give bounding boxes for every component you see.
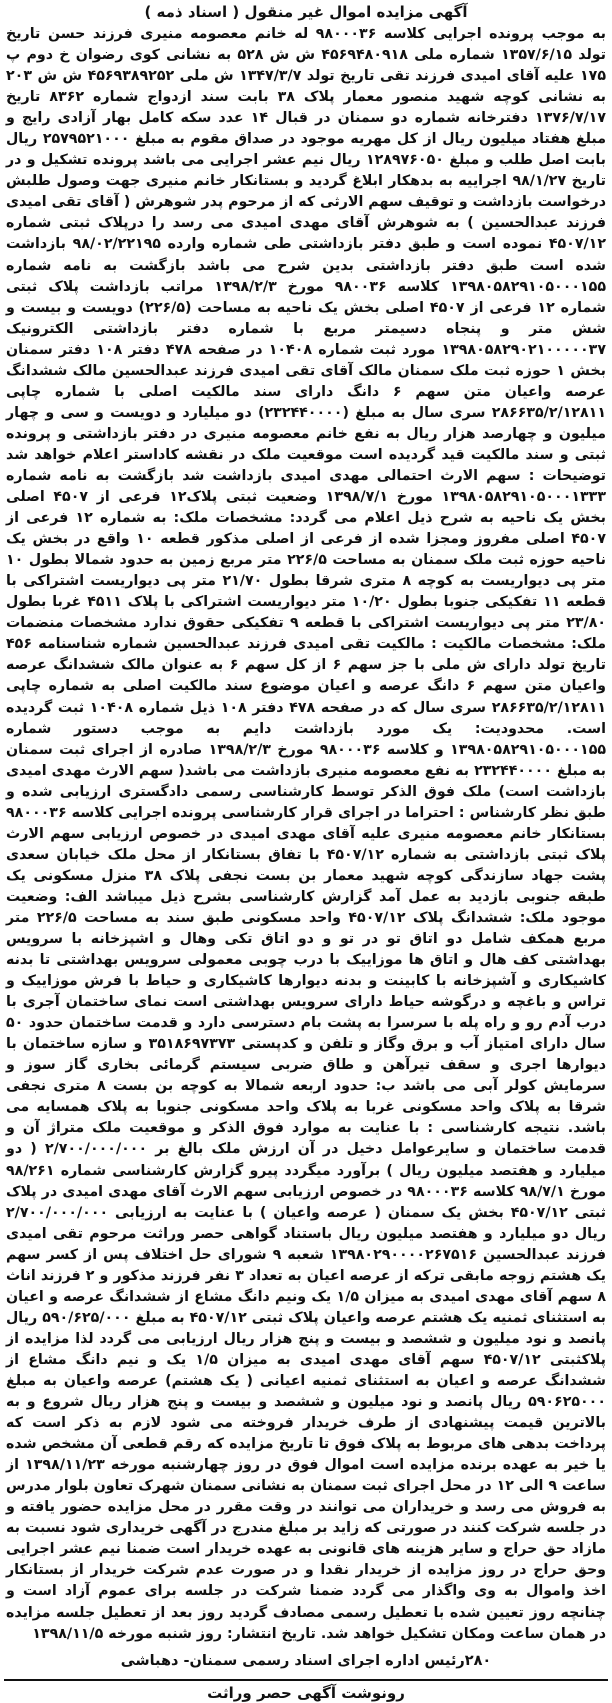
notice-page: [4, 2, 608, 1702]
notice-title: آگهی مزایده اموال غیر منقول ( اسناد ذمه ): [144, 3, 468, 21]
next-notice-title: رونوشت آگهی حصر وراثت: [207, 1683, 405, 1702]
section-divider: [4, 1679, 608, 1681]
notice-signature: ۲۸۰رئیس اداره اجرای اسناد رسمی سمنان- دهباشی: [120, 1652, 492, 1669]
notice-body: به موجب پرونده اجرایی کلاسه ۹۸۰۰۰۳۶ له خانم معصومه منیری فرزند حسن تاریخ تولد ۱۳۵۷/۶/۱۵ شماره ملی ۴۵۶۹۴۸۰۹۱۸ ش ش ۵۲۸ به نشانی کوی رضوان خ دوم پ ۱۷۵ علیه آقای امیدی فرزند تقی تاریخ تولد ۱۳۴۷/۳/۷ ش ملی ۴۵۶۹۳۸۹۲۵۲ ش ش ۲۰۳ به نشانی کوچه شهید منصور معمار پلاک ۳۸ بابت سند ازدواج شماره ۸۳۶۲ تاریخ ۱۳۷۶/۷/۱۷ دفترخانه شماره دو سمنان در قبال ۱۴ عدد سکه کامل بهار آزادی رایج و مبلغ هفتاد میلیون ریال از کل مهریه موجود در صداق مقوم به مبلغ ۲۵۷۹۵۲۱۰۰۰ ریال بابت اصل طلب و مبلغ ۱۲۸۹۷۶۰۵۰ ریال نیم عشر اجرایی می باشد پرونده تشکیل و در تاریخ ۹۸/۱/۲۷ اجراییه به بدهکار ابلاغ گردید و بستانکار خانم منیری جهت وصول طلبش درخواست بازداشت و توقیف سهم الارثی که از مرحوم پدر شوهرش ( آقای تقی امیدی فرزند عبدالحسین ) به شوهرش آقای مهدی امیدی می رسد را درپلاک ثبتی شماره ۴۵۰۷/۱۲ نموده است و طبق دفتر بازداشتی طی شماره وارده ۹۸/۰۲/۲۲۱۹۵ بازداشت شده است طبق دفتر بازداشتی بدین شرح می باشد بازگشت به نامه شماره ۱۳۹۸۰۵۸۲۹۱۰۵۰۰۰۱۵۵ کلاسه ۹۸۰۰۳۶ مورخ ۱۳۹۸/۲/۳ مراتب بازداشت پلاک ثبتی شماره ۱۲ فرعی از ۴۵۰۷ اصلی بخش یک ناحیه به مساحت (۲۲۶/۵) دویست و بیست و شش متر و پنجاه دسیمتر مربع با شماره دفتر بازداشتی الکترونیک ۱۳۹۸۰۵۸۲۹۰۲۱۰۰۰۰۰۳۷ مورد ثبت شماره ۱۰۴۰۸ در صفحه ۴۷۸ دفتر ۱۰۸ دفتر سمنان بخش ۱ حوزه ثبت ملک سمنان مالک آقای تقی امیدی فرزند عبدالحسین مالک ششدانگ عرصه واعیان متن سهم ۶ دانگ دارای سند مالکیت اصلی با شماره چاپی ۲۸۶۶۳۵/۲/۱۲۸۱۱ سری سال به مبلغ (۲۳۲۴۴۰۰۰۰) دو میلیارد و دویست و سی و چهار میلیون و چهارصد هزار ریال به نفع خانم معصومه منیری در دفتر بازداشتی و پرونده ثبتی و سند مالکیت قید گردیده است موقعیت ملک در نقشه کاداستر اعلام خواهد شد توضیحات : سهم الارث احتمالی مهدی امیدی بازداشت شد بازگشت به نامه شماره ۱۳۹۸۰۵۸۲۹۱۰۵۰۰۰۱۳۳۳ مورخ ۱۳۹۸/۷/۱ وضعیت ثبتی پلاک۱۲ فرعی از ۴۵۰۷ اصلی بخش یک ناحیه به شرح ذیل اعلام می گردد: مشخصات ملک: به شماره ۱۲ فرعی از ۴۵۰۷ اصلی مفروز ومجزا شده از فرعی از اصلی مذکور قطعه ۱۰ واقع در بخش یک ناحیه حوزه ثبت ملک سمنان به مساحت ۲۲۶/۵ متر مربع زمین به حدود شمالا بطول ۱۰ متر پی دیواریست به کوچه ۸ متری شرقا بطول ۲۱/۷۰ متر پی دیواریست اشتراکی با قطعه ۱۱ تفکیکی جنوبا بطول ۱۰/۲۰ متر دیواریست اشتراکی با پلاک ۴۵۱۱ غربا بطول ۲۳/۸۰ متر پی دیواریست اشتراکی با قطعه ۹ تفکیکی حقوق ندارد مشخصات منضمات ملک: مشخصات مالکیت : مالکیت تقی امیدی فرزند عبدالحسین شماره شناسنامه ۴۵۶ تاریخ تولد دارای ش ملی با جز سهم ۶ از کل سهم ۶ به عنوان مالک ششدانگ عرصه واعیان متن سهم ۶ دانگ عرصه و اعیان موضوع سند مالکیت اصلی به شماره چاپی ۲۸۶۶۳۵/۲/۱۲۸۱۱ سری سال که در صفحه ۴۷۸ دفتر ۱۰۸ ذیل شماره ۱۰۴۰۸ ثبت گردیده است. محدودیت: یک مورد بازداشت دایم به موجب دستور شماره ۱۳۹۸۰۵۸۲۹۱۰۵۰۰۰۱۵۵ و کلاسه ۹۸۰۰۰۳۶ مورخ ۱۳۹۸/۲/۳ صادره از اجرای ثبت سمنان به مبلغ ۲۳۲۴۴۰۰۰۰ به نفع معصومه منیری بازداشت می باشد( سهم الارث مهدی امیدی بازداشت است) ملک فوق الذکر توسط کارشناسی رسمی دادگستری ارزیابی شده و طبق نظر کارشناس : احتراما در اجرای قرار کارشناسی پرونده اجرایی کلاسه ۹۸۰۰۰۳۶ بستانکار خانم معصومه منیری علیه آقای مهدی امیدی در خصوص ارزیابی سهم الارث پلاک ثبتی بازداشتی به شماره ۴۵۰۷/۱۲ با تفاق بستانکار از محل ملک خیابان سعدی پشت جهاد سازندگی کوچه شهید معمار بن بست نجفی پلاک ۳۸ منزل مسکونی یک طبقه جنوبی بازدید به عمل آمد گزارش کارشناسی بشرح ذیل میباشد الف: وضعیت موجود ملک: ششدانگ پلاک ۴۵۰۷/۱۲ واحد مسکونی طبق سند به مساحت ۲۲۶/۵ متر مربع همکف شامل دو اتاق تو در تو و دو اتاق تکی وهال و اشپزخانه با سرویس بهداشتی کف هال و اتاق ها موزاییک با درب چوبی معمولی سرویس بهداشتی تا بدنه کاشیکاری و آشپزخانه با کابینت و بدنه دیوارها کاشیکاری و حیاط با فرش موزاییک و تراس و باغچه و درگوشه حیاط دارای سرویس بهداشتی است نمای ساختمان آجری با درب آدم رو و راه پله با سرسرا به پشت بام دسترسی دارد و قدمت ساختمان حدود ۵۰ سال دارای امتیاز آب و برق وگاز و تلفن و کدپستی ۳۵۱۸۶۹۷۳۷۳ و سازه ساختمان با دیوارها اجری و سقف تیرآهن و طاق ضربی سیستم گرمائی بخاری گاز سوز و سرمایش کولر آبی می باشد ب: حدود اربعه شمالا به کوچه بن بست ۸ متری نجفی شرقا به پلاک واحد مسکونی غربا به پلاک واحد مسکونی جنوبا به پلاک همسایه می باشد. نتیجه کارشناسی : با عنایت به موارد فوق الذکر و موقعیت ملک متراژ آن و قدمت ساختمان و سایرعوامل دخیل در آن ارزش ملک بالغ بر ۲/۷۰۰/۰۰۰/۰۰۰ ( دو میلیارد و هفتصد میلیون ریال ) برآورد میگردد پیرو گزارش کارشناسی شماره ۹۸/۲۶۱ مورخ ۹۸/۷/۱ کلاسه ۹۸۰۰۰۳۶ در خصوص ارزیابی سهم الارث آقای مهدی امیدی در پلاک ثبتی ۴۵۰۷/۱۲ بخش یک سمنان ( عرصه واعیان ) با عنایت به ارزیابی ۲/۷۰۰/۰۰۰/۰۰۰ ریال دو میلیارد و هفتصد میلیون ریال باستناد گواهی حصر وراثت مرحوم تقی امیدی فرزند عبدالحسین ۱۳۹۸۰۲۹۰۰۰۰۲۶۷۵۱۶ شعبه ۹ شورای حل اختلاف پس از کسر سهم یک هشتم زوجه مابقی ترکه از عرصه اعیان به تعداد ۳ نفر فرزند مذکور و ۲ فرزند اناث ۸ سهم آقای مهدی امیدی به میزان ۱/۵ یک ونیم دانگ مشاع از ششدانگ عرصه و اعیان به استثنای ثمنیه یک هشتم عرصه واعیان پلاک ثبتی ۴۵۰۷/۱۲ به مبلغ ۵۹۰/۶۲۵/۰۰۰ ریال پانصد و نود میلیون و ششصد و بیست و پنج هزار ریال ارزیابی می گردد لذا مزایده از پلاکثبتی ۴۵۰۷/۱۲ سهم آقای مهدی امیدی به میزان ۱/۵ یک و نیم دانگ مشاع از ششدانگ عرصه و اعیان به استثنای ثمنیه اعیانی ( یک هشتم) عرصه واعیان به مبلغ ۵۹۰۶۲۵۰۰۰ ریال پانصد و نود میلیون و ششصد و بیست و پنج هزار ریال شروع و به بالاترین قیمت پیشنهادی از طرف خریدار فروخته می شود لازم به ذکر است که پرداخت بدهی های مربوط به پلاک فوق تا تاریخ مزایده که رقم قطعی آن مشخص شده یا خیر به عهده برنده مزایده است اموال فوق در روز چهارشنبه مورخه ۱۳۹۸/۱۱/۲۳ از ساعت ۹ الی ۱۲ در محل اجرای ثبت سمنان به نشانی سمنان شهرک تعاون بلوار مدرس به فروش می رسد و خریداران می توانند در وقت مقرر در محل مزایده حضور یافته و در جلسه شرکت کنند در صورتی که زاید بر مبلغ مندرج در آگهی خریداری شود نسبت به مازاد حق حراج و سایر هزینه های قانونی به عهده خریدار است ضمنا نیم عشر اجرایی وحق حراج در روز مزایده از خریدار نقدا و در صورت عدم شرکت خریدار از بستانکار اخذ واموال به وی واگذار می گردد ضمنا شرکت در جلسه برای عموم آزاد است و چنانچه روز تعیین شده با تعطیل رسمی مصادف گردید روز بعد از تعطیل جلسه مزایده در همان ساعت ومکان تشکیل خواهد شد. تاریخ انتشار: روز شنبه مورخه ۱۳۹۸/۱۱/۵: [6, 26, 607, 1642]
